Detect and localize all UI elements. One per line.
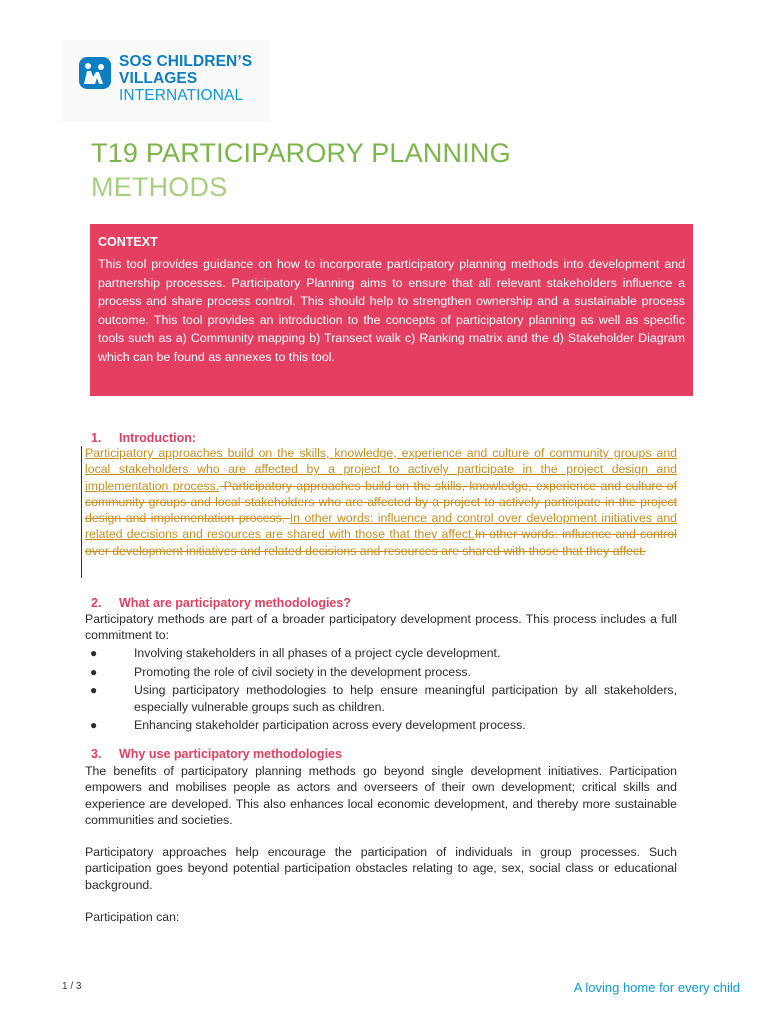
- change-bar: [81, 446, 82, 578]
- context-box: [90, 224, 693, 396]
- section-3-paragraph-2: Participatory approaches help encourage the participation of individuals in group processes. Such participation goes beyond potential participation obstacles relating to age, sex, social class or educational background.: [85, 845, 677, 892]
- introduction-body: [85, 445, 677, 559]
- context-body: This tool provides guidance on how to incorporate participatory planning methods into development and partnership processes. Participatory Planning aims to ensure that all relevant stakeholders influence a process and share process control. This should help to strengthen ownership and a sustainable process outcome. This tool provides an introduction to the concepts of participatory planning as well as specific tools such as a) Community mapping b) Transect walk c) Ranking matrix and the d) Stakeholder Diagram which can be found as annexes to this tool.: [98, 257, 685, 364]
- document-title-line-2: METHODS: [91, 172, 228, 202]
- list-item-text: Promoting the role of civil society in the development process.: [134, 664, 471, 679]
- logo-text: [119, 53, 252, 104]
- logo-line-2: VILLAGES: [119, 70, 198, 87]
- list-item-text: Involving stakeholders in all phases of a project cycle development.: [134, 646, 501, 660]
- section-2-heading: [91, 596, 351, 610]
- logo-line-3: INTERNATIONAL: [119, 87, 244, 104]
- sos-family-icon: [79, 57, 111, 89]
- footer-tagline: A loving home for every child: [573, 980, 740, 995]
- list-item-text: Using participatory methodologies to help ensure meaningful participation by all stakeholders, especially vulnerable groups such as children.: [134, 683, 677, 714]
- bullet-icon: ●: [90, 718, 98, 732]
- page-number: 1 / 3: [62, 981, 82, 992]
- document-title-line-1: T19 PARTICIPARORY PLANNING: [91, 138, 511, 168]
- list-item: [85, 682, 677, 715]
- bullet-icon: ●: [90, 646, 98, 660]
- list-item: [85, 664, 677, 681]
- list-item: [85, 717, 677, 734]
- section-3-paragraph-3: Participation can:: [85, 910, 180, 924]
- tracked-deletion: Participatory approaches build on the skills, knowledge, experience and culture of community groups and local stakeholders who are affected by a project to actively participate in the project design and implementation process.: [85, 478, 677, 526]
- section-3-heading: [91, 747, 342, 761]
- section-2-number: 2.: [91, 596, 102, 610]
- section-3-number: 3.: [91, 747, 102, 761]
- section-3-title: Why use participatory methodologies: [119, 747, 342, 761]
- section-2-title: What are participatory methodologies?: [119, 596, 351, 610]
- section-2-intro: Participatory methods are part of a broader participatory development process. This process includes a full commitment to:: [85, 612, 677, 643]
- bullet-icon: ●: [90, 664, 98, 679]
- tracked-deletion: In other words: influence and control over development initiatives and related decisions and resources are shared with those that they affect.: [85, 527, 678, 558]
- section-2-bullet-list: [85, 645, 677, 736]
- tracked-insertion: Participatory approaches build on the skills, knowledge, experience and culture of community groups and local stakeholders who are affected by a project to actively participate in the project design and implementation process.: [85, 446, 677, 493]
- section-1-number: 1.: [91, 431, 102, 445]
- context-heading: CONTEXT: [98, 235, 158, 249]
- tracked-insertion: In other words: influence and control over development initiatives and related decisions and resources are shared with those that they affect.: [85, 511, 678, 542]
- logo-line-1: SOS CHILDREN’S: [119, 53, 253, 70]
- bullet-icon: ●: [90, 683, 98, 697]
- section-3-paragraph-1: The benefits of participatory planning methods go beyond single development initiatives. Participation empowers and mobilises people as actors and overseers of their own development; critical skills and experience are developed. This also enhances local economic development, and thereby more sustainable communities and societies.: [85, 764, 677, 827]
- section-1-heading: [91, 431, 196, 445]
- logo: [62, 40, 270, 122]
- list-item: [85, 645, 677, 662]
- section-1-title: Introduction:: [119, 431, 197, 445]
- list-item-text: Enhancing stakeholder participation across every development process.: [134, 718, 526, 732]
